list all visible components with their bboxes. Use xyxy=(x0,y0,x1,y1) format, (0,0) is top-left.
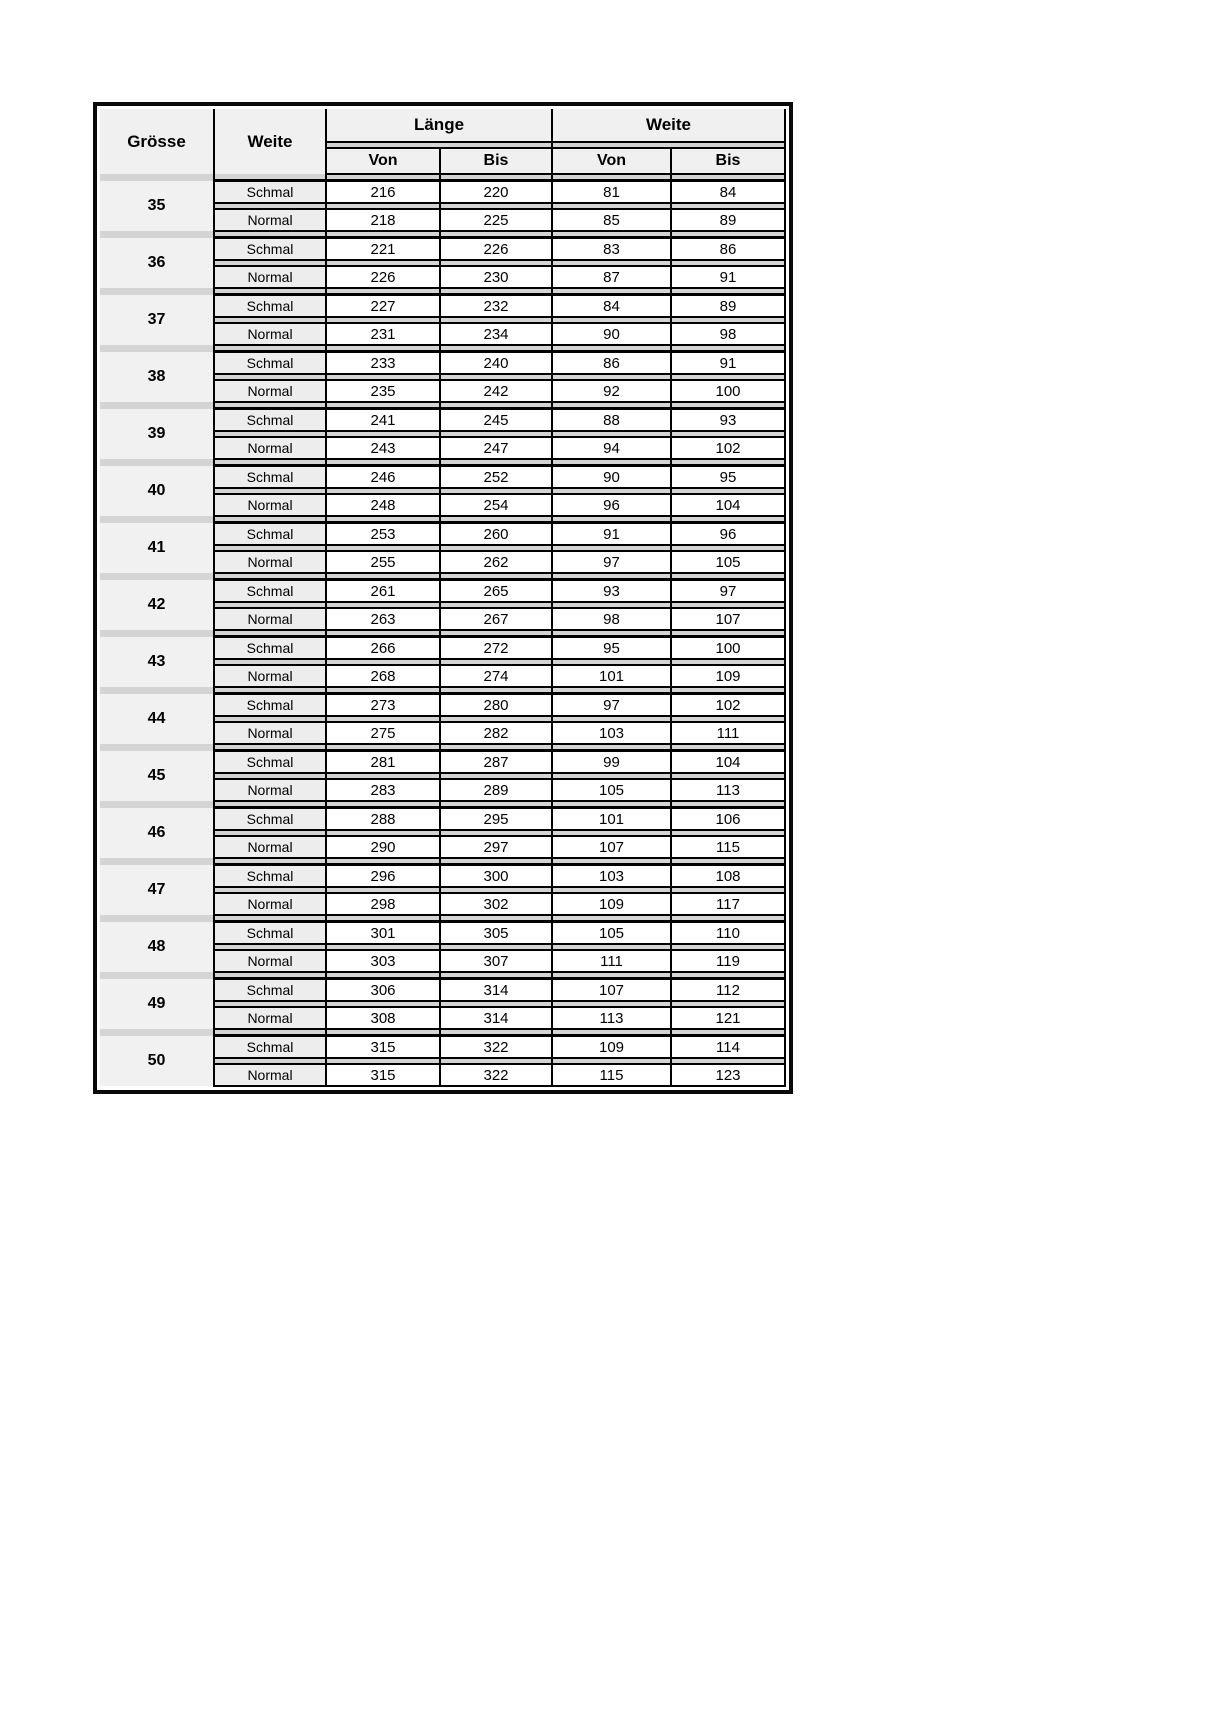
weite-von-cell: 99 xyxy=(552,751,671,774)
weite-von-cell: 113 xyxy=(552,1007,671,1029)
weite-von-cell: 109 xyxy=(552,893,671,915)
weite-label-cell: Schmal xyxy=(214,352,326,375)
laenge-von-cell: 283 xyxy=(326,779,440,801)
weite-label-cell: Schmal xyxy=(214,523,326,546)
weite-bis-cell: 113 xyxy=(671,779,785,801)
laenge-bis-cell: 252 xyxy=(440,466,552,489)
table-row xyxy=(100,922,785,945)
laenge-bis-cell: 265 xyxy=(440,580,552,603)
laenge-bis-cell: 267 xyxy=(440,608,552,630)
weite-label-cell: Normal xyxy=(214,437,326,459)
size-cell: 35 xyxy=(100,181,214,232)
laenge-bis-cell: 242 xyxy=(440,380,552,402)
table-row xyxy=(100,751,785,774)
laenge-von-cell: 315 xyxy=(326,1036,440,1059)
header-row-groups xyxy=(100,109,785,142)
laenge-von-cell: 281 xyxy=(326,751,440,774)
weite-von-cell: 91 xyxy=(552,523,671,546)
size-table-body xyxy=(100,109,785,1086)
laenge-von-cell: 235 xyxy=(326,380,440,402)
laenge-von-cell: 255 xyxy=(326,551,440,573)
weite-bis-cell: 100 xyxy=(671,637,785,660)
weite-von-cell: 101 xyxy=(552,665,671,687)
weite-bis-cell: 114 xyxy=(671,1036,785,1059)
laenge-von-cell: 301 xyxy=(326,922,440,945)
weite-label-cell: Schmal xyxy=(214,580,326,603)
laenge-von-cell: 261 xyxy=(326,580,440,603)
laenge-bis-cell: 225 xyxy=(440,209,552,231)
weite-bis-cell: 89 xyxy=(671,209,785,231)
size-cell: 43 xyxy=(100,637,214,688)
laenge-bis-cell: 234 xyxy=(440,323,552,345)
weite-von-cell: 107 xyxy=(552,979,671,1002)
weite-bis-cell: 115 xyxy=(671,836,785,858)
weite-label-cell: Schmal xyxy=(214,181,326,204)
laenge-von-cell: 231 xyxy=(326,323,440,345)
weite-von-cell: 92 xyxy=(552,380,671,402)
laenge-bis-cell: 314 xyxy=(440,979,552,1002)
weite-bis-cell: 121 xyxy=(671,1007,785,1029)
weite-label-cell: Schmal xyxy=(214,865,326,888)
laenge-von-cell: 306 xyxy=(326,979,440,1002)
laenge-von-cell: 290 xyxy=(326,836,440,858)
laenge-bis-cell: 247 xyxy=(440,437,552,459)
table-row xyxy=(100,580,785,603)
size-cell: 41 xyxy=(100,523,214,574)
weite-von-cell: 81 xyxy=(552,181,671,204)
weite-von-cell: 93 xyxy=(552,580,671,603)
column-header-laenge-von: Von xyxy=(326,148,440,174)
weite-label-cell: Normal xyxy=(214,551,326,573)
weite-label-cell: Schmal xyxy=(214,922,326,945)
weite-von-cell: 103 xyxy=(552,865,671,888)
laenge-von-cell: 216 xyxy=(326,181,440,204)
weite-von-cell: 94 xyxy=(552,437,671,459)
weite-bis-cell: 96 xyxy=(671,523,785,546)
laenge-bis-cell: 300 xyxy=(440,865,552,888)
weite-label-cell: Normal xyxy=(214,950,326,972)
weite-bis-cell: 91 xyxy=(671,266,785,288)
weite-bis-cell: 110 xyxy=(671,922,785,945)
weite-label-cell: Schmal xyxy=(214,979,326,1002)
weite-bis-cell: 98 xyxy=(671,323,785,345)
column-header-laenge-bis: Bis xyxy=(440,148,552,174)
weite-von-cell: 97 xyxy=(552,694,671,717)
laenge-von-cell: 241 xyxy=(326,409,440,432)
size-cell: 49 xyxy=(100,979,214,1030)
laenge-von-cell: 263 xyxy=(326,608,440,630)
weite-von-cell: 101 xyxy=(552,808,671,831)
size-chart-table-frame xyxy=(93,102,793,1094)
table-row xyxy=(100,181,785,204)
weite-bis-cell: 86 xyxy=(671,238,785,261)
laenge-bis-cell: 260 xyxy=(440,523,552,546)
weite-von-cell: 90 xyxy=(552,323,671,345)
weite-bis-cell: 104 xyxy=(671,751,785,774)
laenge-von-cell: 296 xyxy=(326,865,440,888)
weite-von-cell: 109 xyxy=(552,1036,671,1059)
weite-bis-cell: 108 xyxy=(671,865,785,888)
laenge-von-cell: 308 xyxy=(326,1007,440,1029)
weite-bis-cell: 100 xyxy=(671,380,785,402)
weite-bis-cell: 112 xyxy=(671,979,785,1002)
weite-label-cell: Schmal xyxy=(214,295,326,318)
weite-von-cell: 107 xyxy=(552,836,671,858)
weite-bis-cell: 84 xyxy=(671,181,785,204)
weite-label-cell: Normal xyxy=(214,209,326,231)
laenge-bis-cell: 245 xyxy=(440,409,552,432)
laenge-bis-cell: 322 xyxy=(440,1036,552,1059)
weite-label-cell: Normal xyxy=(214,266,326,288)
laenge-von-cell: 273 xyxy=(326,694,440,717)
column-group-header-weite: Weite xyxy=(552,109,785,142)
weite-von-cell: 97 xyxy=(552,551,671,573)
weite-bis-cell: 102 xyxy=(671,694,785,717)
laenge-von-cell: 266 xyxy=(326,637,440,660)
weite-bis-cell: 93 xyxy=(671,409,785,432)
column-group-header-laenge: Länge xyxy=(326,109,552,142)
laenge-bis-cell: 254 xyxy=(440,494,552,516)
size-cell: 36 xyxy=(100,238,214,289)
weite-von-cell: 96 xyxy=(552,494,671,516)
laenge-von-cell: 246 xyxy=(326,466,440,489)
weite-label-cell: Schmal xyxy=(214,694,326,717)
weite-label-cell: Schmal xyxy=(214,808,326,831)
weite-bis-cell: 111 xyxy=(671,722,785,744)
laenge-bis-cell: 282 xyxy=(440,722,552,744)
weite-label-cell: Schmal xyxy=(214,238,326,261)
weite-bis-cell: 102 xyxy=(671,437,785,459)
weite-label-cell: Normal xyxy=(214,836,326,858)
weite-bis-cell: 117 xyxy=(671,893,785,915)
laenge-bis-cell: 295 xyxy=(440,808,552,831)
weite-label-cell: Normal xyxy=(214,608,326,630)
weite-label-cell: Normal xyxy=(214,779,326,801)
weite-label-cell: Schmal xyxy=(214,409,326,432)
laenge-bis-cell: 297 xyxy=(440,836,552,858)
weite-bis-cell: 106 xyxy=(671,808,785,831)
laenge-bis-cell: 226 xyxy=(440,238,552,261)
laenge-von-cell: 227 xyxy=(326,295,440,318)
weite-label-cell: Schmal xyxy=(214,466,326,489)
table-row xyxy=(100,808,785,831)
laenge-von-cell: 303 xyxy=(326,950,440,972)
table-row xyxy=(100,865,785,888)
weite-label-cell: Normal xyxy=(214,323,326,345)
laenge-von-cell: 298 xyxy=(326,893,440,915)
laenge-bis-cell: 322 xyxy=(440,1064,552,1086)
column-header-weite-bis: Bis xyxy=(671,148,785,174)
laenge-bis-cell: 232 xyxy=(440,295,552,318)
weite-bis-cell: 89 xyxy=(671,295,785,318)
weite-label-cell: Schmal xyxy=(214,1036,326,1059)
laenge-von-cell: 243 xyxy=(326,437,440,459)
size-cell: 37 xyxy=(100,295,214,346)
size-cell: 48 xyxy=(100,922,214,973)
column-header-groesse: Grösse xyxy=(100,109,214,174)
table-row xyxy=(100,637,785,660)
size-cell: 39 xyxy=(100,409,214,460)
table-row xyxy=(100,694,785,717)
table-row xyxy=(100,466,785,489)
weite-bis-cell: 107 xyxy=(671,608,785,630)
laenge-von-cell: 218 xyxy=(326,209,440,231)
weite-von-cell: 103 xyxy=(552,722,671,744)
weite-von-cell: 90 xyxy=(552,466,671,489)
table-row xyxy=(100,523,785,546)
weite-bis-cell: 95 xyxy=(671,466,785,489)
laenge-bis-cell: 272 xyxy=(440,637,552,660)
size-cell: 44 xyxy=(100,694,214,745)
laenge-von-cell: 253 xyxy=(326,523,440,546)
size-cell: 45 xyxy=(100,751,214,802)
weite-label-cell: Normal xyxy=(214,1007,326,1029)
laenge-bis-cell: 305 xyxy=(440,922,552,945)
weite-von-cell: 111 xyxy=(552,950,671,972)
weite-von-cell: 85 xyxy=(552,209,671,231)
size-cell: 50 xyxy=(100,1036,214,1087)
laenge-bis-cell: 302 xyxy=(440,893,552,915)
weite-bis-cell: 91 xyxy=(671,352,785,375)
size-cell: 38 xyxy=(100,352,214,403)
laenge-bis-cell: 307 xyxy=(440,950,552,972)
table-row xyxy=(100,295,785,318)
laenge-von-cell: 226 xyxy=(326,266,440,288)
weite-bis-cell: 105 xyxy=(671,551,785,573)
column-header-weite-von: Von xyxy=(552,148,671,174)
weite-label-cell: Schmal xyxy=(214,751,326,774)
laenge-bis-cell: 274 xyxy=(440,665,552,687)
weite-von-cell: 115 xyxy=(552,1064,671,1086)
table-row xyxy=(100,979,785,1002)
laenge-von-cell: 288 xyxy=(326,808,440,831)
weite-bis-cell: 104 xyxy=(671,494,785,516)
weite-von-cell: 105 xyxy=(552,922,671,945)
weite-von-cell: 105 xyxy=(552,779,671,801)
weite-von-cell: 86 xyxy=(552,352,671,375)
weite-von-cell: 87 xyxy=(552,266,671,288)
table-row xyxy=(100,409,785,432)
weite-label-cell: Normal xyxy=(214,722,326,744)
weite-label-cell: Normal xyxy=(214,380,326,402)
laenge-bis-cell: 230 xyxy=(440,266,552,288)
size-chart-table xyxy=(100,109,786,1087)
laenge-bis-cell: 220 xyxy=(440,181,552,204)
laenge-bis-cell: 240 xyxy=(440,352,552,375)
table-row xyxy=(100,1036,785,1059)
laenge-bis-cell: 289 xyxy=(440,779,552,801)
laenge-von-cell: 221 xyxy=(326,238,440,261)
laenge-von-cell: 233 xyxy=(326,352,440,375)
weite-von-cell: 88 xyxy=(552,409,671,432)
weite-von-cell: 95 xyxy=(552,637,671,660)
weite-label-cell: Normal xyxy=(214,893,326,915)
size-cell: 47 xyxy=(100,865,214,916)
laenge-von-cell: 275 xyxy=(326,722,440,744)
laenge-von-cell: 248 xyxy=(326,494,440,516)
table-row xyxy=(100,238,785,261)
weite-label-cell: Normal xyxy=(214,665,326,687)
laenge-von-cell: 315 xyxy=(326,1064,440,1086)
weite-label-cell: Normal xyxy=(214,494,326,516)
weite-label-cell: Schmal xyxy=(214,637,326,660)
weite-bis-cell: 123 xyxy=(671,1064,785,1086)
laenge-bis-cell: 314 xyxy=(440,1007,552,1029)
weite-von-cell: 84 xyxy=(552,295,671,318)
weite-von-cell: 83 xyxy=(552,238,671,261)
column-header-weite: Weite xyxy=(214,109,326,174)
laenge-von-cell: 268 xyxy=(326,665,440,687)
size-cell: 42 xyxy=(100,580,214,631)
weite-von-cell: 98 xyxy=(552,608,671,630)
weite-bis-cell: 97 xyxy=(671,580,785,603)
laenge-bis-cell: 280 xyxy=(440,694,552,717)
size-cell: 40 xyxy=(100,466,214,517)
table-row xyxy=(100,352,785,375)
weite-label-cell: Normal xyxy=(214,1064,326,1086)
weite-bis-cell: 119 xyxy=(671,950,785,972)
laenge-bis-cell: 262 xyxy=(440,551,552,573)
laenge-bis-cell: 287 xyxy=(440,751,552,774)
size-cell: 46 xyxy=(100,808,214,859)
weite-bis-cell: 109 xyxy=(671,665,785,687)
